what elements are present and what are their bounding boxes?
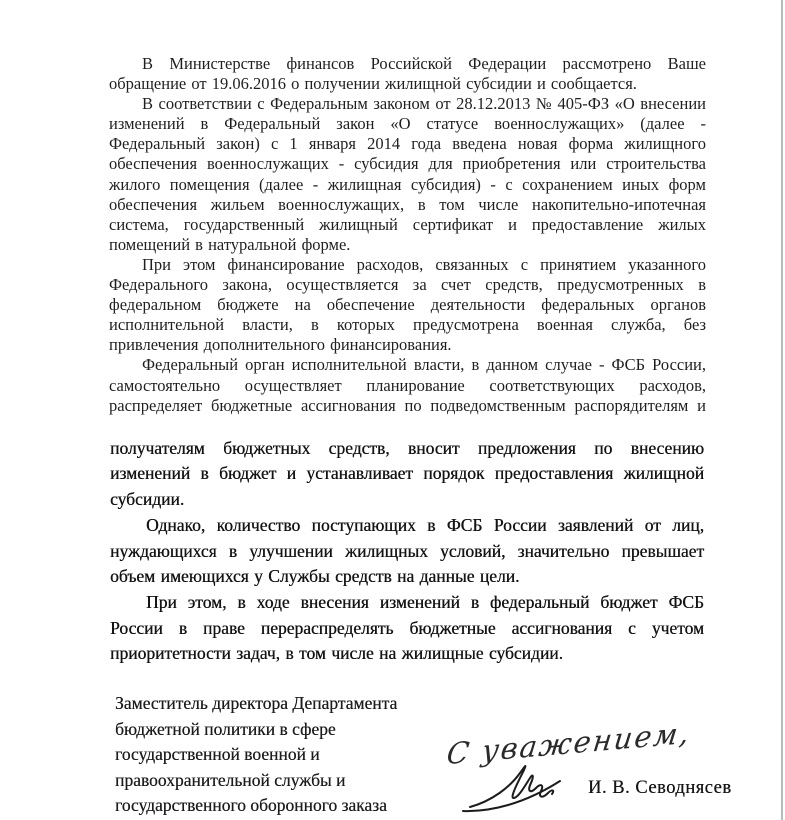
paragraph-reallocation: При этом, в ходе внесения изменений в федеральный бюджет ФСБ России в праве перераспределять бюджетные ассигнования с учетом приоритетности задач, в том числе на жилищные субсидии.: [110, 592, 704, 664]
job-title-line: правоохранительной службы и: [115, 769, 346, 790]
job-title-line: Заместитель директора Департамента: [115, 693, 398, 713]
paragraph-demand-exceeds: Однако, количество поступающих в ФСБ России заявлений от лиц, нуждающихся в улучшении жилищных условий, значительно превышает объем имеющихся у Службы средств на данные цели.: [110, 515, 704, 587]
paragraph-law-405fz: В соответствии с Федеральным законом от 28.12.2013 № 405-ФЗ «О внесении изменений в Федеральный закон «О статусе военнослужащих» (далее - Федеральный закон) с 1 января 2014 года введена новая форма жилищного обеспечения военнослужащих - субсидия для приобретения или строительства жилого помещения (далее - жилищная субсидия) - с сохранением иных форм обеспечения жильем военнослужащих, в том числе накопительно-ипотечная система, государственный жилищный сертификат и предоставление жилых помещений в натуральной форме.: [109, 94, 706, 254]
job-title-line: государственной военной и: [115, 744, 320, 764]
paragraph-fsb-continuation: получателям бюджетных средств, вносит предложения по внесению изменений в бюджет и устанавливает порядок предоставления жилищной субсидии.: [110, 438, 704, 509]
paragraph-fsb-start: Федеральный орган исполнительной власти, в данном случае - ФСБ России, самостоятельно осуществляет планирование соответствующих расходов, распределяет бюджетные ассигнования по подведомственным распорядителям и: [109, 355, 706, 415]
signature-block: [115, 691, 397, 819]
handwritten-closing: С уважением,: [444, 715, 693, 772]
letter-body-page1: [109, 54, 706, 416]
scan-edge-line: [781, 0, 783, 820]
job-title-line: бюджетной политики в сфере: [115, 718, 336, 739]
signer-name: И. В. Севоднясев: [588, 778, 732, 798]
letter-body-page2: [110, 436, 704, 667]
job-title-line: государственного оборонного заказа: [115, 795, 387, 815]
paragraph-financing: При этом финансирование расходов, связанных с принятием указанного Федерального закона, осуществляется за счет средств, предусмотренных в федеральном бюджете на обеспечение деятельности федеральных органов исполнительной власти, в которых предусмотрена военная служба, без привлечения дополнительного финансирования.: [109, 254, 706, 355]
paragraph-intro: В Министерстве финансов Российской Федерации рассмотрено Ваше обращение от 19.06.2016 о получении жилищной субсидии и сообщается.: [109, 54, 706, 94]
signature-scrawl: [460, 760, 572, 814]
